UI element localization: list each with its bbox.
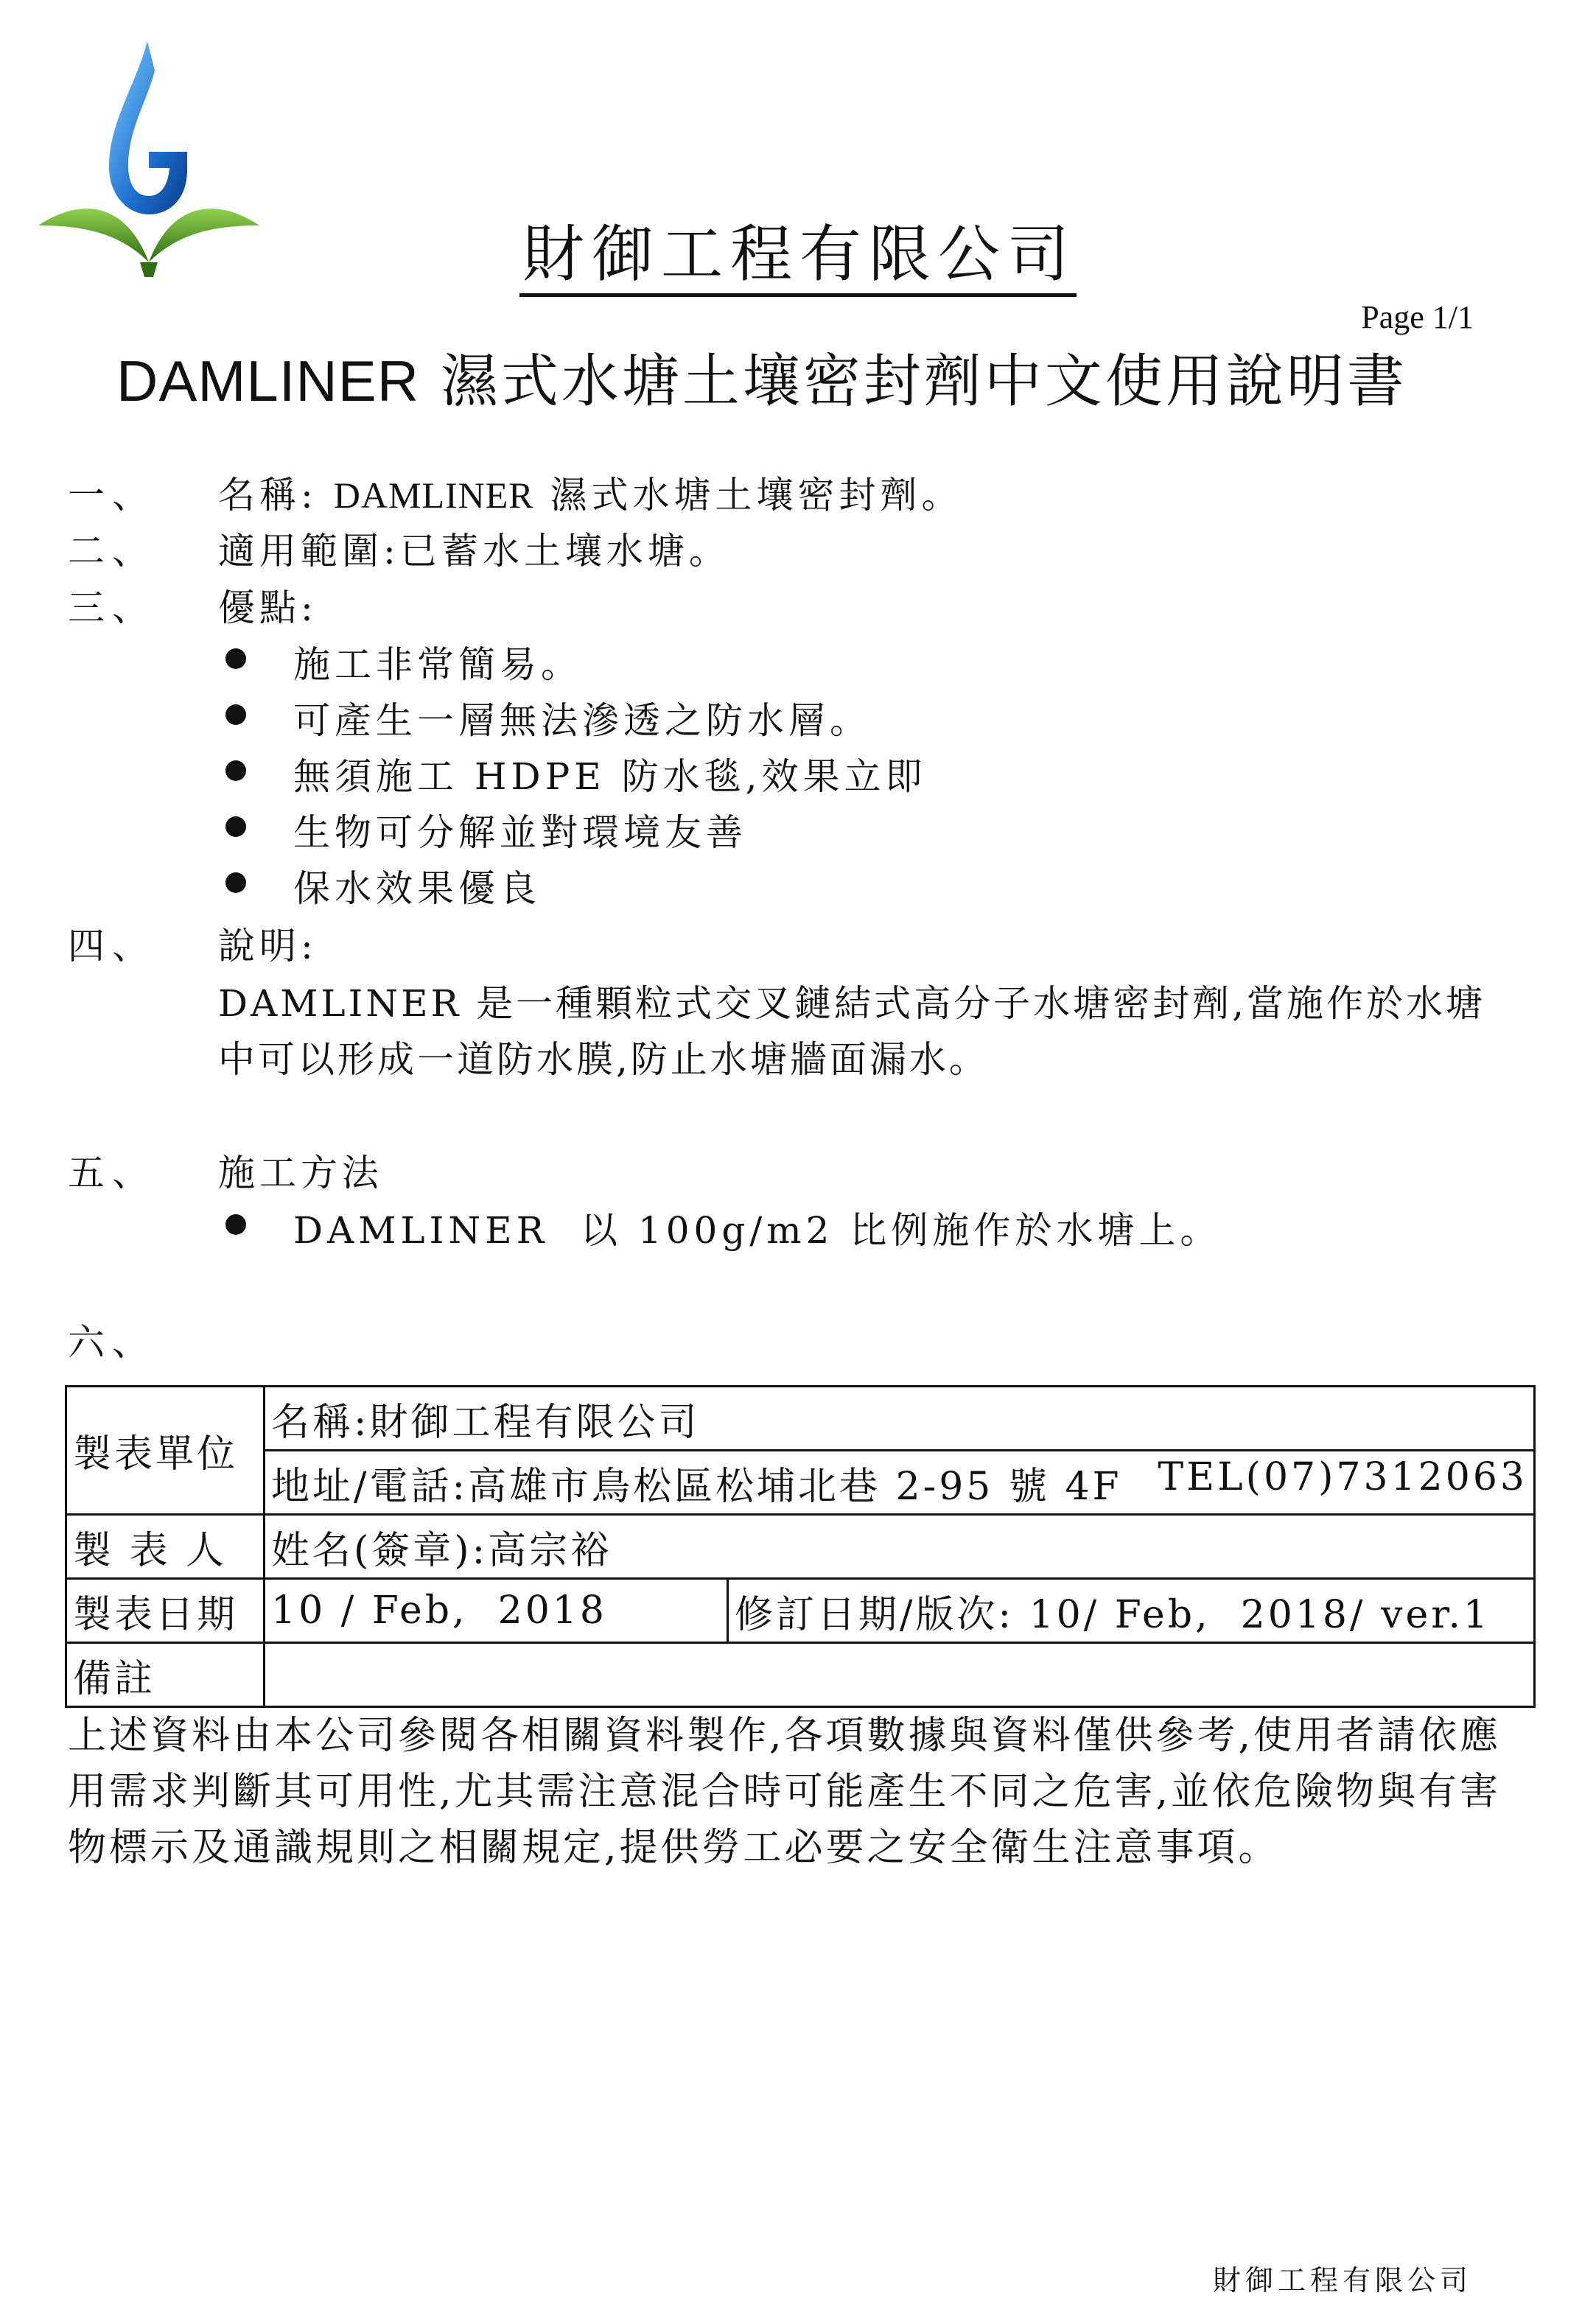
bullet-icon bbox=[225, 1214, 246, 1235]
section-1-label: 名稱: bbox=[218, 474, 318, 516]
section-1-text bbox=[218, 466, 963, 519]
remarks-value bbox=[265, 1643, 1535, 1707]
advantage-item: 無須施工 HDPE 防水毯,效果立即 bbox=[293, 755, 927, 798]
section-3-number: 三、 bbox=[68, 586, 156, 629]
bullet-icon bbox=[225, 648, 246, 669]
bullet-icon bbox=[225, 872, 246, 893]
section-4-label: 說明: bbox=[218, 925, 318, 967]
section-5-label: 施工方法 bbox=[218, 1152, 383, 1194]
document-title-text: 濕式水塘土壤密封劑中文使用說明書 bbox=[440, 348, 1407, 415]
description-line-1: DAMLINER 是一種顆粒式交叉鏈結式高分子水塘密封劑,當施作於水塘 bbox=[218, 982, 1486, 1025]
revision-value: 10/ Feb, 2018/ ver.1 bbox=[1029, 1592, 1491, 1637]
maker-value: 姓名(簽章):高宗裕 bbox=[265, 1515, 1535, 1579]
remarks-label: 備註 bbox=[66, 1643, 265, 1707]
date-label: 製表日期 bbox=[66, 1579, 265, 1643]
advantage-item: 可產生一層無法滲透之防水層。 bbox=[293, 699, 871, 742]
section-6-number: 六、 bbox=[68, 1321, 156, 1364]
section-1-rest: 濕式水塘土壤密封劑。 bbox=[550, 474, 963, 516]
document-title bbox=[116, 340, 1407, 422]
company-name-heading bbox=[0, 217, 1596, 291]
page-number: Page 1/1 bbox=[1361, 299, 1474, 335]
advantage-item: 保水效果優良 bbox=[293, 867, 541, 910]
unit-address-cell bbox=[265, 1451, 1535, 1515]
advantage-item: 生物可分解並對環境友善 bbox=[293, 811, 747, 854]
description-line-2: 中可以形成一道防水膜,防止水塘牆面漏水。 bbox=[218, 1038, 989, 1081]
unit-name: 名稱:財御工程有限公司 bbox=[265, 1387, 1535, 1451]
bullet-icon bbox=[225, 760, 246, 781]
section-2-number: 二、 bbox=[68, 530, 156, 572]
unit-tel: TEL(07)7312063 bbox=[1158, 1454, 1527, 1499]
section-1-number: 一、 bbox=[68, 474, 156, 516]
date-value: 10 / Feb, 2018 bbox=[265, 1579, 728, 1643]
revision-cell bbox=[728, 1579, 1535, 1643]
advantage-item: 施工非常簡易。 bbox=[293, 643, 582, 686]
footer-company-name: 財御工程有限公司 bbox=[1212, 2264, 1472, 2297]
section-4-number: 四、 bbox=[68, 925, 156, 967]
document-title-brand: DAMLINER bbox=[116, 348, 420, 413]
disclaimer-note: 上述資料由本公司參閱各相關資料製作,各項數據與資料僅供參考,使用者請依應用需求判斷其可用性,尤其需注意混合時可能產生不同之危害,並依危險物與有害物標示及通識規則之相關規定,提供勞工必要之安全衛生注意事項。 bbox=[68, 1714, 1502, 1870]
section-3-label: 優點: bbox=[218, 586, 318, 629]
company-name: 財御工程有限公司 bbox=[519, 218, 1077, 297]
section-1-brand: DAMLINER bbox=[333, 474, 534, 516]
section-2-text: 適用範圍:已蓄水土壤水塘。 bbox=[218, 530, 730, 572]
maker-label: 製 表 人 bbox=[66, 1515, 265, 1579]
bullet-icon bbox=[225, 704, 246, 725]
section-5-number: 五、 bbox=[68, 1152, 156, 1194]
bullet-icon bbox=[225, 816, 246, 837]
unit-label: 製表單位 bbox=[66, 1387, 265, 1515]
revision-label: 修訂日期/版次: bbox=[735, 1592, 1015, 1637]
document-info-table bbox=[65, 1385, 1536, 1708]
unit-address: 地址/電話:高雄市鳥松區松埔北巷 2-95 號 4F bbox=[271, 1464, 1122, 1509]
application-method-item: DAMLINER 以 100g/m2 比例施作於水塘上。 bbox=[293, 1209, 1222, 1252]
